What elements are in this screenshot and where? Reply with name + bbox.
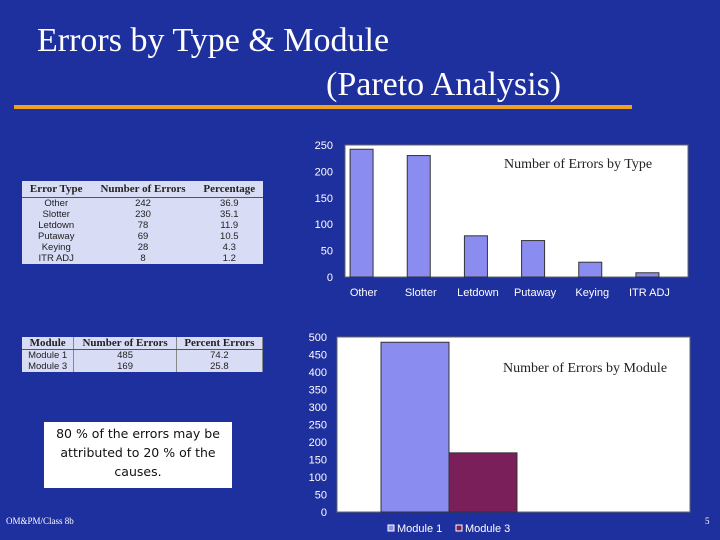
type-table-cell: 78 (137, 220, 149, 231)
type-table-cell: 11.9 (220, 220, 239, 231)
module-table-cell: 25.8 (176, 361, 262, 372)
y-tick-label: 150 (308, 454, 327, 467)
module-table-cell: Module 3 (22, 361, 74, 372)
y-tick-label: 400 (308, 367, 327, 379)
y-tick-label: 200 (308, 437, 327, 449)
type-table-cell: 35.1 (220, 209, 239, 220)
x-tick-label: ITR ADJ (628, 287, 670, 299)
legend-swatch (388, 525, 394, 531)
bar-keying (579, 262, 602, 277)
y-tick-label: 100 (314, 219, 333, 232)
bar-other (350, 149, 373, 277)
bar-module-3 (449, 453, 517, 512)
type-table-cell: Other (44, 198, 69, 209)
y-tick-label: 250 (314, 140, 333, 152)
bar-slotter (407, 156, 430, 277)
type-table-cell: Letdown (38, 220, 75, 231)
y-tick-label: 350 (308, 384, 327, 397)
y-tick-label: 0 (320, 507, 327, 519)
module-table-header-2: Percent Errors (176, 337, 262, 350)
type-table-cell: Putaway (38, 231, 75, 242)
type-table-cell: 36.9 (220, 198, 239, 209)
type-table-cell: 69 (137, 231, 149, 242)
module-table-cell: 74.2 (176, 350, 262, 362)
module-table-header-0: Module (22, 337, 74, 350)
bar-letdown (464, 236, 487, 277)
y-tick-label: 250 (308, 419, 327, 432)
module-table-cell: Module 1 (22, 350, 74, 362)
type-table-cell: 4.3 (222, 242, 236, 253)
legend-label: Module 1 (397, 523, 443, 535)
y-tick-label: 150 (314, 192, 333, 205)
type-table-cell: Keying (41, 242, 71, 253)
chart-title-type: Number of Errors by Type (503, 157, 653, 172)
type-table-cell: ITR ADJ (38, 253, 74, 264)
type-table-cell: 1.2 (222, 253, 236, 264)
legend-swatch (456, 525, 462, 531)
page-number: 5 (705, 516, 710, 526)
y-tick-label: 50 (314, 489, 327, 502)
type-table-cell: Slotter (42, 209, 70, 220)
type-table-header-2: Percentage (196, 181, 263, 198)
bar-itr-adj (636, 273, 659, 277)
y-tick-label: 200 (314, 166, 333, 179)
y-tick-label: 500 (308, 332, 327, 344)
type-table-cell: 28 (137, 242, 149, 253)
module-table-cell: 169 (74, 361, 176, 372)
type-table-cell: 10.5 (220, 231, 239, 242)
type-table-cell: 230 (135, 209, 151, 220)
footer-label: OM&PM/Class 8b (6, 516, 74, 526)
y-tick-label: 0 (326, 272, 333, 284)
bar-putaway (522, 241, 545, 277)
x-tick-label: Other (349, 287, 378, 299)
x-tick-label: Putaway (513, 287, 557, 299)
chart-title-module: Number of Errors by Module (502, 361, 668, 376)
module-table-header-1: Number of Errors (74, 337, 176, 350)
y-tick-label: 100 (308, 472, 327, 484)
type-table-header-1: Number of Errors (90, 181, 195, 198)
x-tick-label: Slotter (404, 287, 437, 299)
type-table-cell: 242 (135, 198, 151, 209)
module-table-cell: 485 (74, 350, 176, 362)
title-line-2: (Pareto Analysis) (326, 66, 562, 103)
y-tick-label: 450 (308, 349, 327, 362)
pareto-note: 80 % of the errors may be attributed to 20 % of the causes. (44, 422, 232, 488)
type-table-header-0: Error Type (22, 181, 90, 198)
title-line-1: Errors by Type & Module (37, 22, 390, 59)
x-tick-label: Letdown (457, 287, 499, 299)
bar-module-1 (381, 342, 449, 512)
x-tick-label: Keying (575, 287, 610, 299)
type-table-cell: 8 (140, 253, 146, 264)
legend-label: Module 3 (465, 523, 511, 535)
y-tick-label: 50 (320, 245, 333, 258)
y-tick-label: 300 (308, 402, 327, 414)
